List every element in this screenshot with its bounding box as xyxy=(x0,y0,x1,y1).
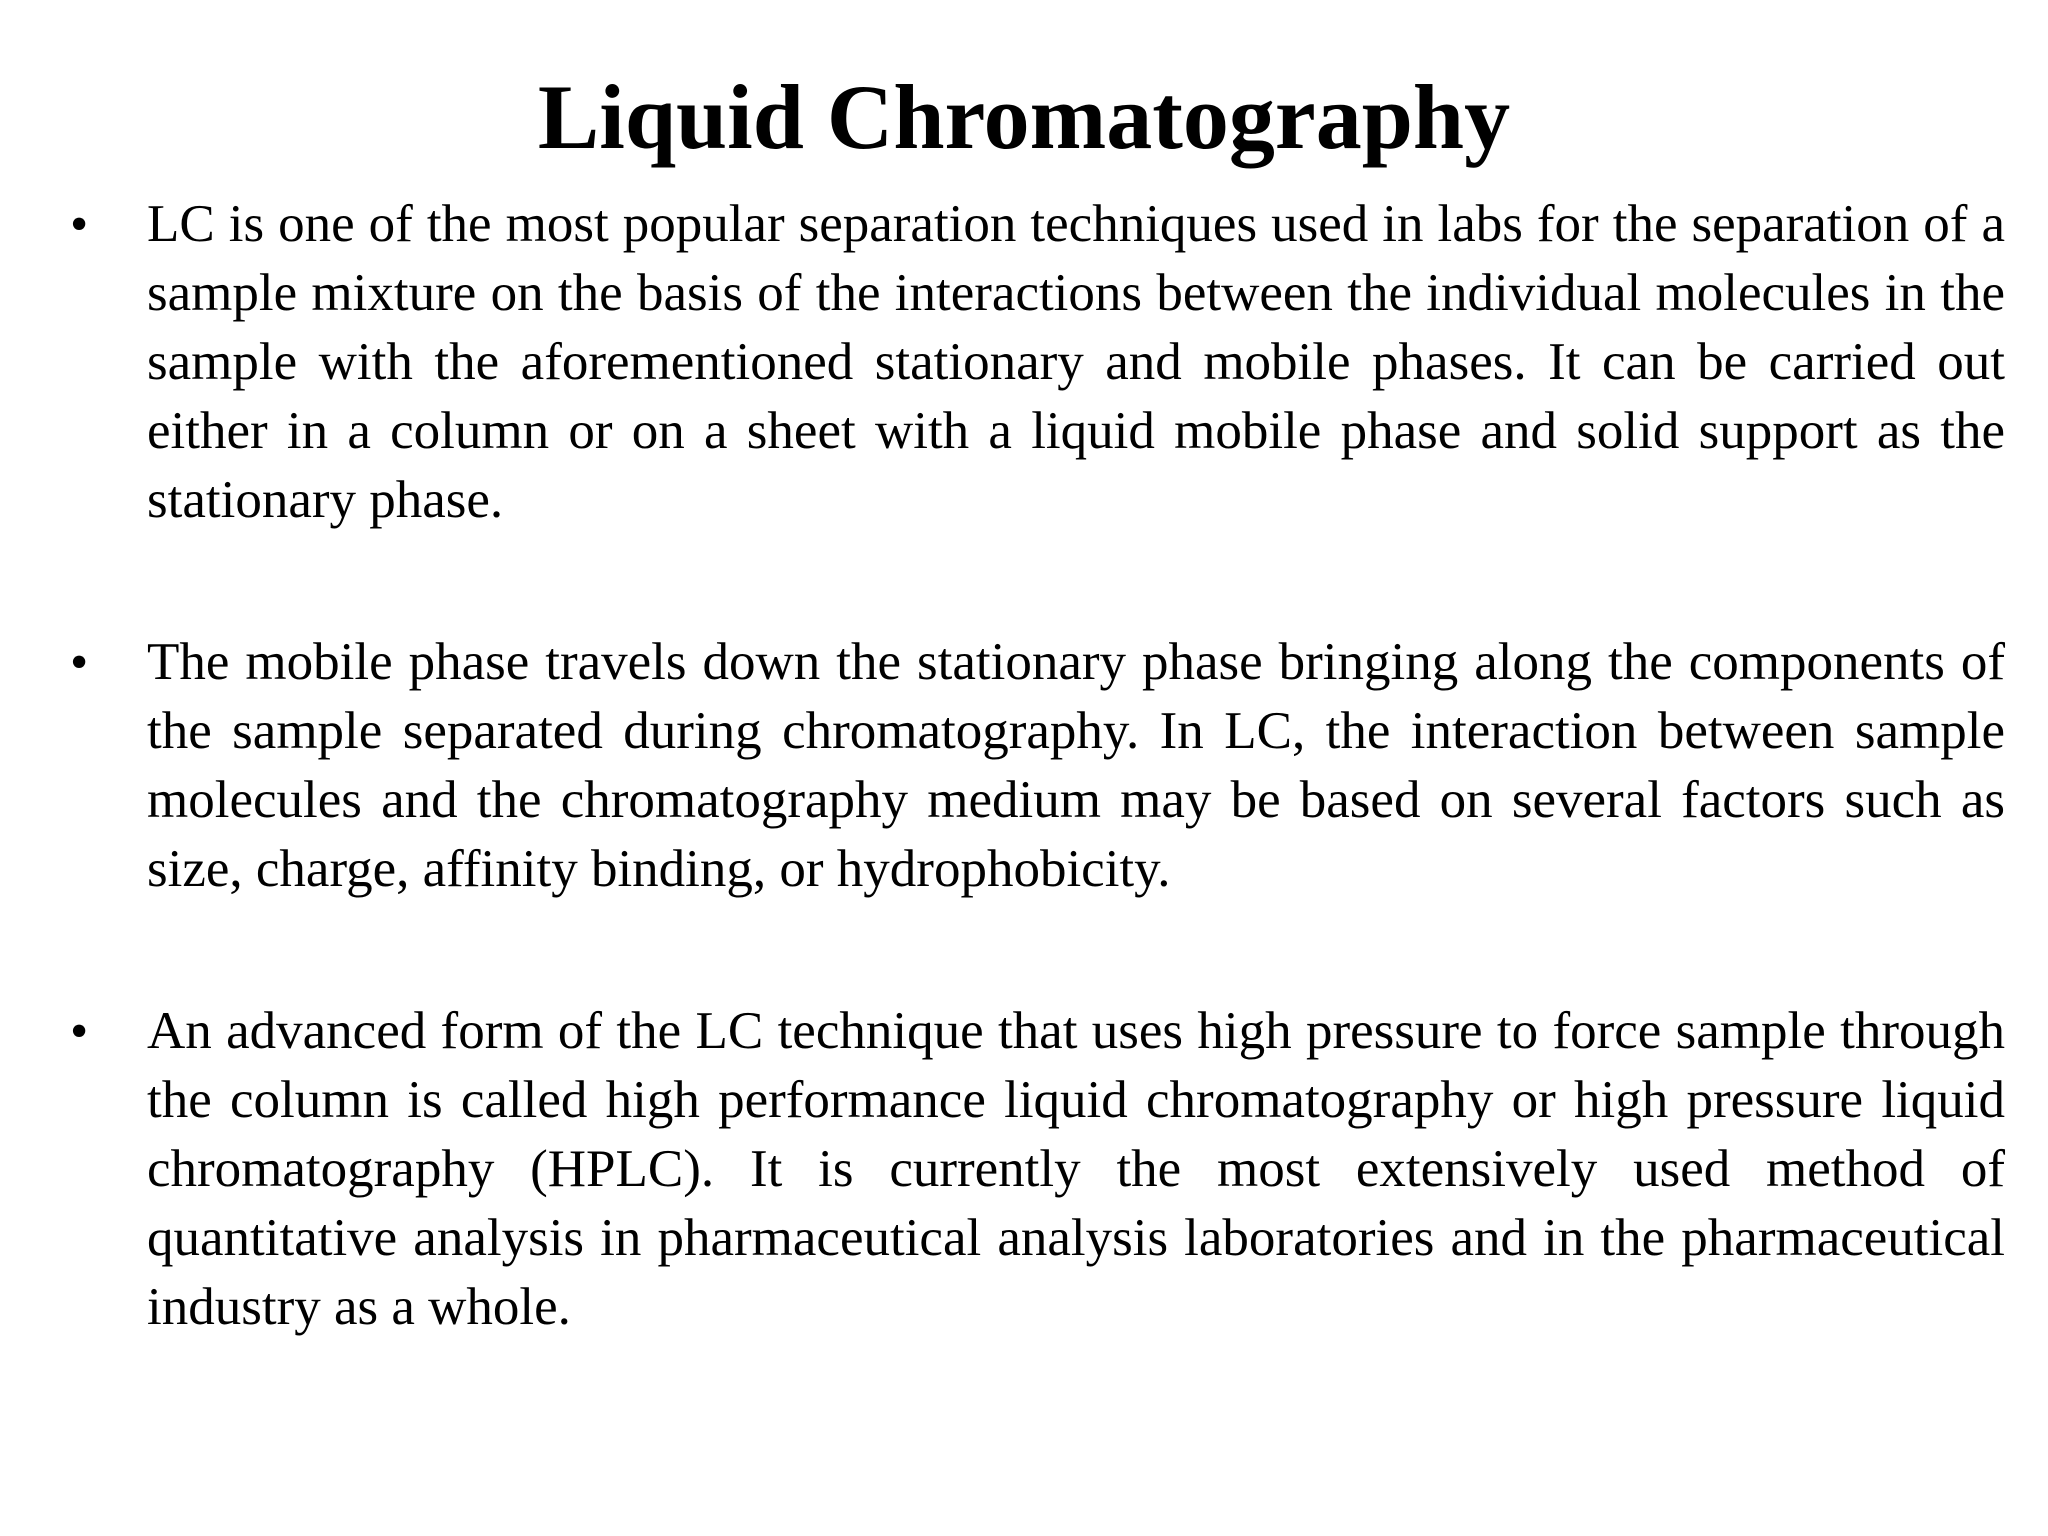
bullet-icon: • xyxy=(70,196,89,253)
bullet-icon: • xyxy=(70,634,89,691)
bullet-text: LC is one of the most popular separation techniques used in labs for the separation of a sample mixture on the basis of the interactions between the individual molecules in the sample with the aforementioned stationary and mobile phases. It can be carried out either in a column or on a sheet with a liquid mobile phase and solid support as the stationary phase. xyxy=(147,195,2005,529)
bullet-text: The mobile phase travels down the stationary phase bringing along the components of the sample separated during chromatography. In LC, the interaction between sample molecules and the chromatography medium may be based on several factors such as size, charge, affinity binding, or hydrophobicity. xyxy=(147,633,2005,898)
slide-title: Liquid Chromatography xyxy=(537,66,1511,168)
bullet-icon: • xyxy=(70,1003,89,1060)
bullet-text: An advanced form of the LC technique that uses high pressure to force sample through the column is called high performance liquid chromatography or high pressure liquid chromatography (HPLC). It is currently the most extensively used method of quantitative analysis in pharmaceutical analysis laboratories and in the pharmaceutical industry as a whole. xyxy=(147,1002,2005,1336)
